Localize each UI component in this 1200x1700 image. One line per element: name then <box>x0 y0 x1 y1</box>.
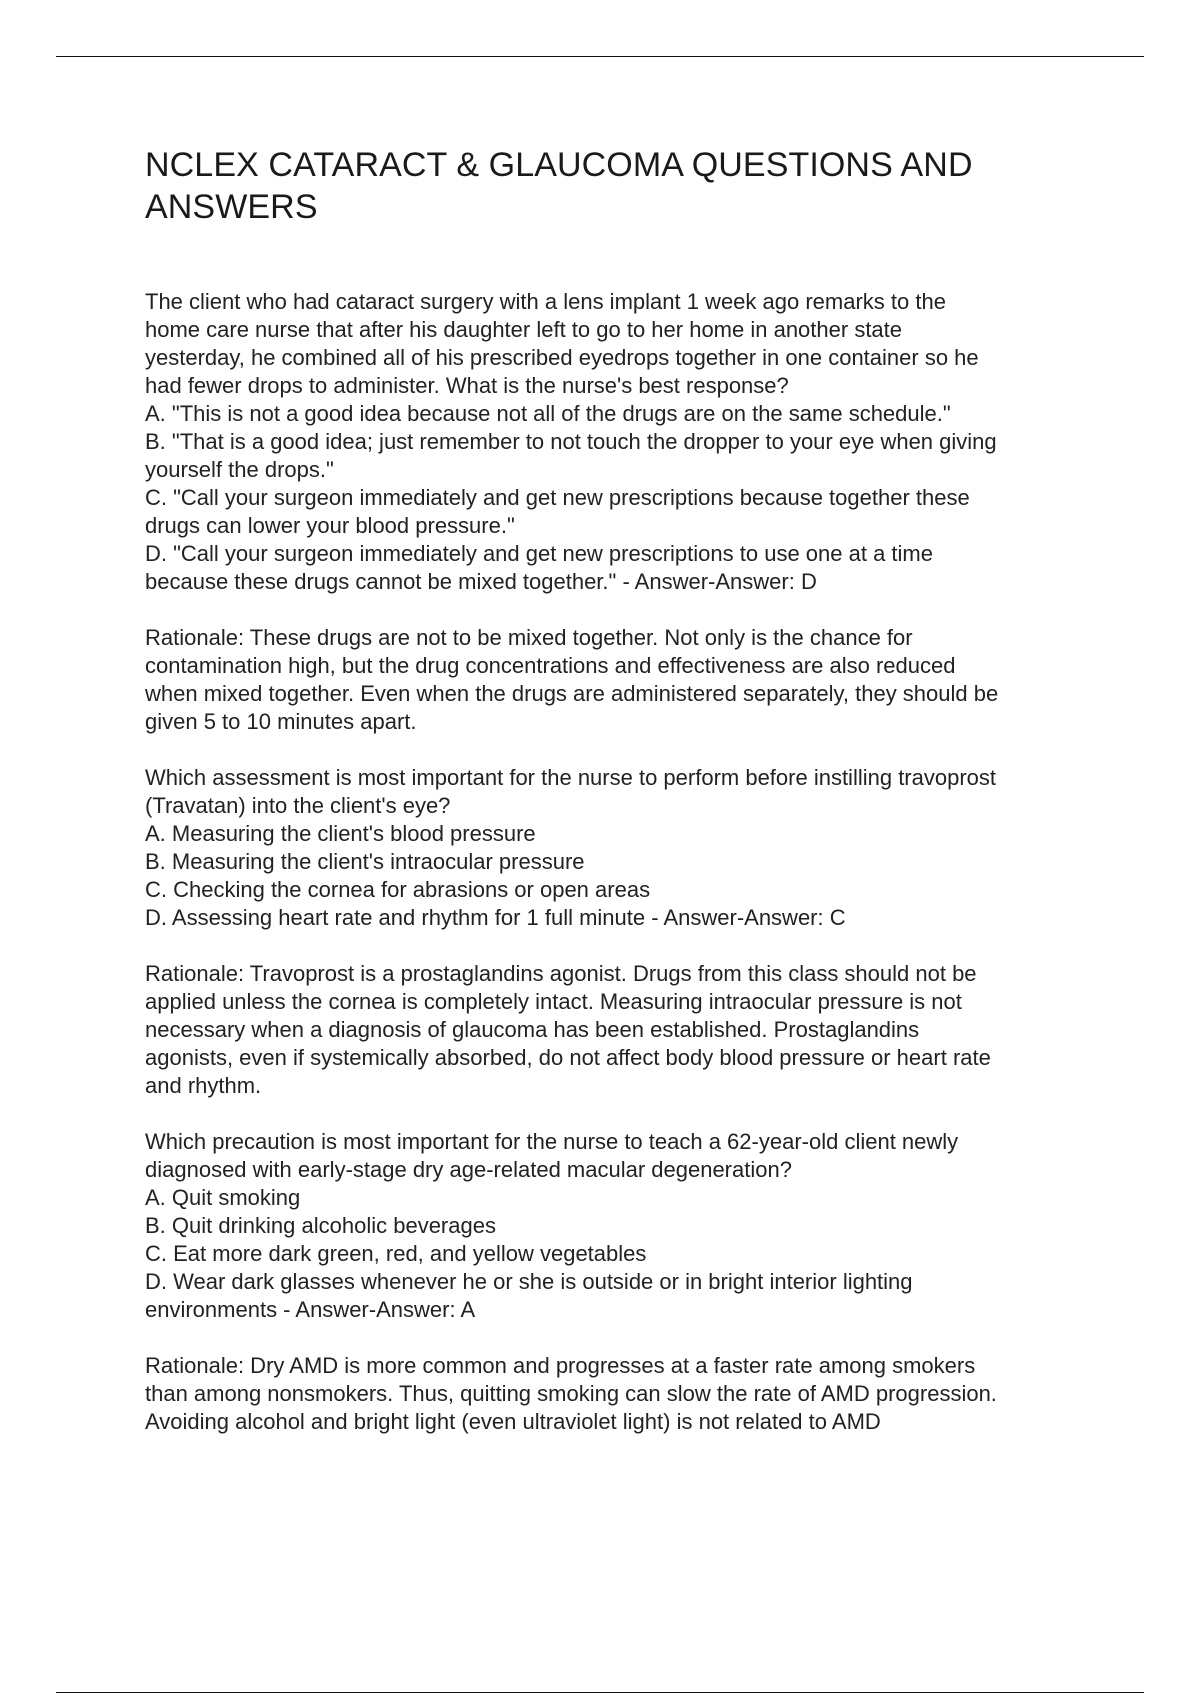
answer-option-line: C. Checking the cornea for abrasions or open areas <box>145 877 651 902</box>
question-2 <box>145 764 1105 932</box>
paragraph-spacer <box>145 1100 1105 1128</box>
answer-option-line: B. Measuring the client's intraocular pressure <box>145 849 585 874</box>
answer-option-line: D. Assessing heart rate and rhythm for 1 full minute - Answer-Answer: C <box>145 905 846 930</box>
rationale-line: given 5 to 10 minutes apart. <box>145 709 417 734</box>
rationale-line: agonists, even if systemically absorbed, do not affect body blood pressure or heart rate <box>145 1045 991 1070</box>
rationale-line: and rhythm. <box>145 1073 262 1098</box>
answer-option-line: drugs can lower your blood pressure." <box>145 513 515 538</box>
paragraph-spacer <box>145 932 1105 960</box>
answer-option-line: A. "This is not a good idea because not all of the drugs are on the same schedule." <box>145 401 951 426</box>
answer-option-line: C. "Call your surgeon immediately and get new prescriptions because together these <box>145 485 970 510</box>
paragraph-spacer <box>145 1324 1105 1352</box>
rationale-line: necessary when a diagnosis of glaucoma has been established. Prostaglandins <box>145 1017 920 1042</box>
rationale-line: contamination high, but the drug concentrations and effectiveness are also reduced <box>145 653 956 678</box>
question-stem-line: Which assessment is most important for the nurse to perform before instilling travoprost <box>145 765 997 790</box>
question-stem-line: (Travatan) into the client's eye? <box>145 793 451 818</box>
qa-section <box>145 288 1105 1436</box>
question-stem-line: The client who had cataract surgery with a lens implant 1 week ago remarks to the <box>145 289 946 314</box>
answer-option-line: A. Quit smoking <box>145 1185 301 1210</box>
document-body <box>145 144 1105 1436</box>
bottom-divider <box>56 1692 1144 1693</box>
paragraph-spacer <box>145 736 1105 764</box>
rationale-line: Rationale: Travoprost is a prostaglandins agonist. Drugs from this class should not be <box>145 961 977 986</box>
answer-option-line: D. "Call your surgeon immediately and get new prescriptions to use one at a time <box>145 541 933 566</box>
question-1 <box>145 288 1105 596</box>
question-3 <box>145 1128 1105 1324</box>
title-line: NCLEX CATARACT & GLAUCOMA QUESTIONS AND <box>145 146 973 184</box>
answer-option-line: because these drugs cannot be mixed together." - Answer-Answer: D <box>145 569 817 594</box>
page-title <box>145 144 1105 228</box>
rationale-line: applied unless the cornea is completely intact. Measuring intraocular pressure is not <box>145 989 962 1014</box>
rationale-line: Avoiding alcohol and bright light (even ultraviolet light) is not related to AMD <box>145 1409 881 1434</box>
answer-option-line: B. "That is a good idea; just remember to not touch the dropper to your eye when giving <box>145 429 997 454</box>
answer-option-line: D. Wear dark glasses whenever he or she is outside or in bright interior lighting <box>145 1269 913 1294</box>
answer-option-line: B. Quit drinking alcoholic beverages <box>145 1213 496 1238</box>
question-stem-line: yesterday, he combined all of his prescribed eyedrops together in one container so he <box>145 345 979 370</box>
rationale-line: Rationale: Dry AMD is more common and progresses at a faster rate among smokers <box>145 1353 976 1378</box>
answer-option-line: C. Eat more dark green, red, and yellow vegetables <box>145 1241 647 1266</box>
answer-option-line: A. Measuring the client's blood pressure <box>145 821 536 846</box>
rationale-2 <box>145 960 1105 1100</box>
top-divider <box>56 56 1144 57</box>
rationale-line: Rationale: These drugs are not to be mixed together. Not only is the chance for <box>145 625 913 650</box>
rationale-1 <box>145 624 1105 736</box>
paragraph-spacer <box>145 596 1105 624</box>
title-line: ANSWERS <box>145 188 318 226</box>
question-stem-line: had fewer drops to administer. What is the nurse's best response? <box>145 373 789 398</box>
answer-option-line: environments - Answer-Answer: A <box>145 1297 476 1322</box>
question-stem-line: Which precaution is most important for the nurse to teach a 62-year-old client newly <box>145 1129 959 1154</box>
rationale-line: than among nonsmokers. Thus, quitting smoking can slow the rate of AMD progression. <box>145 1381 997 1406</box>
rationale-3 <box>145 1352 1105 1436</box>
question-stem-line: diagnosed with early-stage dry age-related macular degeneration? <box>145 1157 792 1182</box>
question-stem-line: home care nurse that after his daughter left to go to her home in another state <box>145 317 903 342</box>
answer-option-line: yourself the drops." <box>145 457 334 482</box>
rationale-line: when mixed together. Even when the drugs are administered separately, they should be <box>145 681 999 706</box>
